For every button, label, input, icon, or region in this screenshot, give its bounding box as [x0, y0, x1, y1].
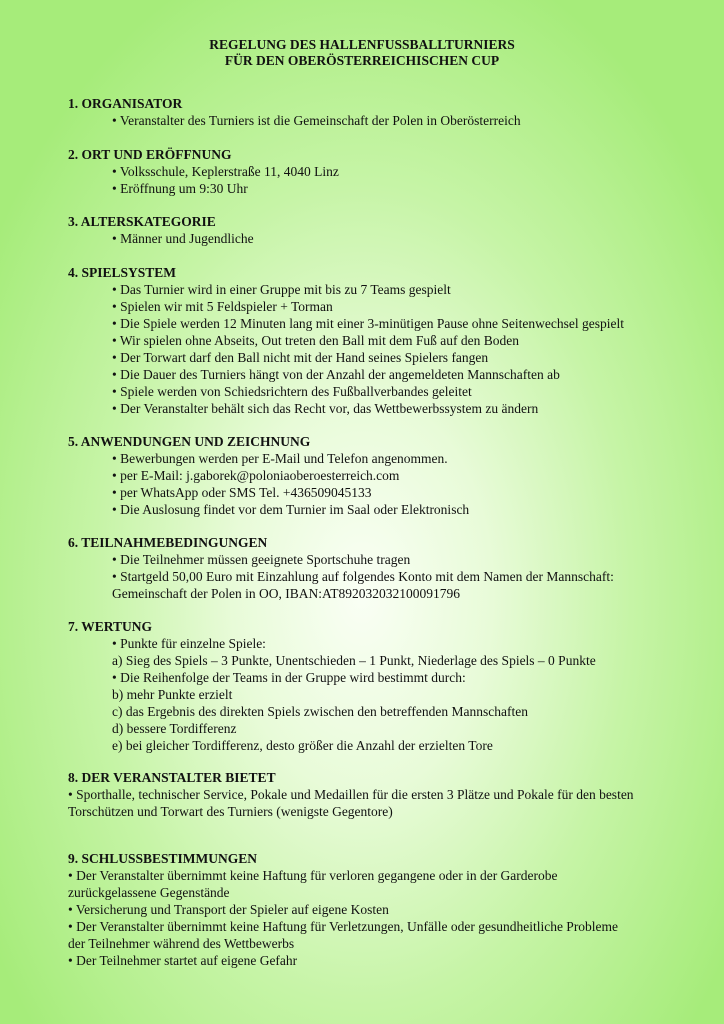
- bullet-item-continuation: zurückgelassene Gegenstände: [68, 885, 230, 900]
- bank-details: Gemeinschaft der Polen in OO, IBAN:AT892032032100091796: [112, 586, 460, 601]
- document-title-line2: FÜR DEN OBERÖSTERREICHISCHEN CUP: [224, 53, 500, 68]
- section-heading: 3. ALTERSKATEGORIE: [68, 214, 216, 229]
- section-heading: 9. SCHLUSSBESTIMMUNGEN: [68, 851, 258, 866]
- bullet-item: • Spiele werden von Schiedsrichtern des Fußballverbandes geleitet: [112, 384, 472, 399]
- section-teilnahmebedingungen: [68, 534, 708, 602]
- bullet-item: • Wir spielen ohne Abseits, Out treten den Ball mit dem Fuß auf den Boden: [112, 333, 519, 348]
- section-heading: 2. ORT UND ERÖFFNUNG: [68, 147, 232, 162]
- bullet-item: • Eröffnung um 9:30 Uhr: [112, 181, 248, 196]
- bullet-item: • Sporthalle, technischer Service, Pokale und Medaillen für die ersten 3 Plätze und Pokale für den besten: [68, 787, 634, 802]
- bullet-item: • Die Auslosung findet vor dem Turnier im Saal oder Elektronisch: [112, 502, 470, 517]
- section-heading: 6. TEILNAHMEBEDINGUNGEN: [68, 535, 268, 550]
- bullet-item: • Die Spiele werden 12 Minuten lang mit einer 3-minütigen Pause ohne Seitenwechsel gespielt: [112, 316, 624, 331]
- bullet-item: • Der Teilnehmer startet auf eigene Gefahr: [68, 953, 298, 968]
- bullet-item-phone: • per WhatsApp oder SMS Tel. +436509045133: [112, 485, 372, 500]
- section-schlussbestimmungen: [68, 850, 708, 969]
- bullet-item: • Das Turnier wird in einer Gruppe mit bis zu 7 Teams gespielt: [112, 282, 451, 297]
- bullet-item: • Der Torwart darf den Ball nicht mit der Hand seines Spielers fangen: [112, 350, 489, 365]
- section-anwendungen: [68, 433, 708, 518]
- list-item: d) bessere Tordifferenz: [112, 721, 237, 736]
- bullet-item: • Die Teilnehmer müssen geeignete Sportschuhe tragen: [112, 552, 411, 567]
- section-veranstalter-bietet: [68, 769, 708, 820]
- bullet-item-continuation: Torschützen und Torwart des Turniers (wenigste Gegentore): [68, 804, 393, 819]
- bullet-item: • Versicherung und Transport der Spieler auf eigene Kosten: [68, 902, 389, 917]
- bullet-item: • Die Reihenfolge der Teams in der Gruppe wird bestimmt durch:: [112, 670, 466, 685]
- list-item: b) mehr Punkte erzielt: [112, 687, 233, 702]
- bullet-item: • Volksschule, Keplerstraße 11, 4040 Linz: [112, 164, 339, 179]
- bullet-item: • Bewerbungen werden per E-Mail und Telefon angenommen.: [112, 451, 448, 466]
- section-spielsystem: [68, 264, 708, 417]
- section-heading: 8. DER VERANSTALTER BIETET: [68, 770, 276, 785]
- bullet-item: • Der Veranstalter übernimmt keine Haftung für verloren gegangene oder in der Garderobe: [68, 868, 558, 883]
- bullet-item: • Die Dauer des Turniers hängt von der Anzahl der angemeldeten Mannschaften ab: [112, 367, 560, 382]
- bullet-item: • Punkte für einzelne Spiele:: [112, 636, 266, 651]
- section-heading: 1. ORGANISATOR: [68, 96, 183, 111]
- list-item: e) bei gleicher Tordifferenz, desto größer die Anzahl der erzielten Tore: [112, 738, 493, 753]
- list-item: a) Sieg des Spiels – 3 Punkte, Unentschieden – 1 Punkt, Niederlage des Spiels – 0 Punkte: [112, 653, 596, 668]
- section-ort-eroeffnung: [68, 146, 708, 197]
- section-heading: 7. WERTUNG: [68, 619, 153, 634]
- list-item: c) das Ergebnis des direkten Spiels zwischen den betreffenden Mannschaften: [112, 704, 528, 719]
- bullet-item-email: • per E-Mail: j.gaborek@poloniaoberoesterreich.com: [112, 468, 400, 483]
- section-heading: 4. SPIELSYSTEM: [68, 265, 177, 280]
- bullet-item: • Männer und Jugendliche: [112, 231, 254, 246]
- section-organisator: [68, 95, 708, 129]
- bullet-item-continuation: der Teilnehmer während des Wettbewerbs: [68, 936, 295, 951]
- section-alterskategorie: [68, 213, 708, 247]
- section-heading: 5. ANWENDUNGEN UND ZEICHNUNG: [68, 434, 311, 449]
- bullet-item: • Startgeld 50,00 Euro mit Einzahlung auf folgendes Konto mit dem Namen der Mannschaft:: [112, 569, 614, 584]
- bullet-item: • Spielen wir mit 5 Feldspieler + Torman: [112, 299, 333, 314]
- bullet-item: • Der Veranstalter behält sich das Recht vor, das Wettbewerbssystem zu ändern: [112, 401, 539, 416]
- bullet-item: • Der Veranstalter übernimmt keine Haftung für Verletzungen, Unfälle oder gesundheitliche Probleme: [68, 919, 619, 934]
- section-wertung: [68, 618, 708, 754]
- bullet-item: • Veranstalter des Turniers ist die Gemeinschaft der Polen in Oberösterreich: [112, 113, 521, 128]
- document-title-line1: REGELUNG DES HALLENFUSSBALLTURNIERS: [209, 37, 515, 52]
